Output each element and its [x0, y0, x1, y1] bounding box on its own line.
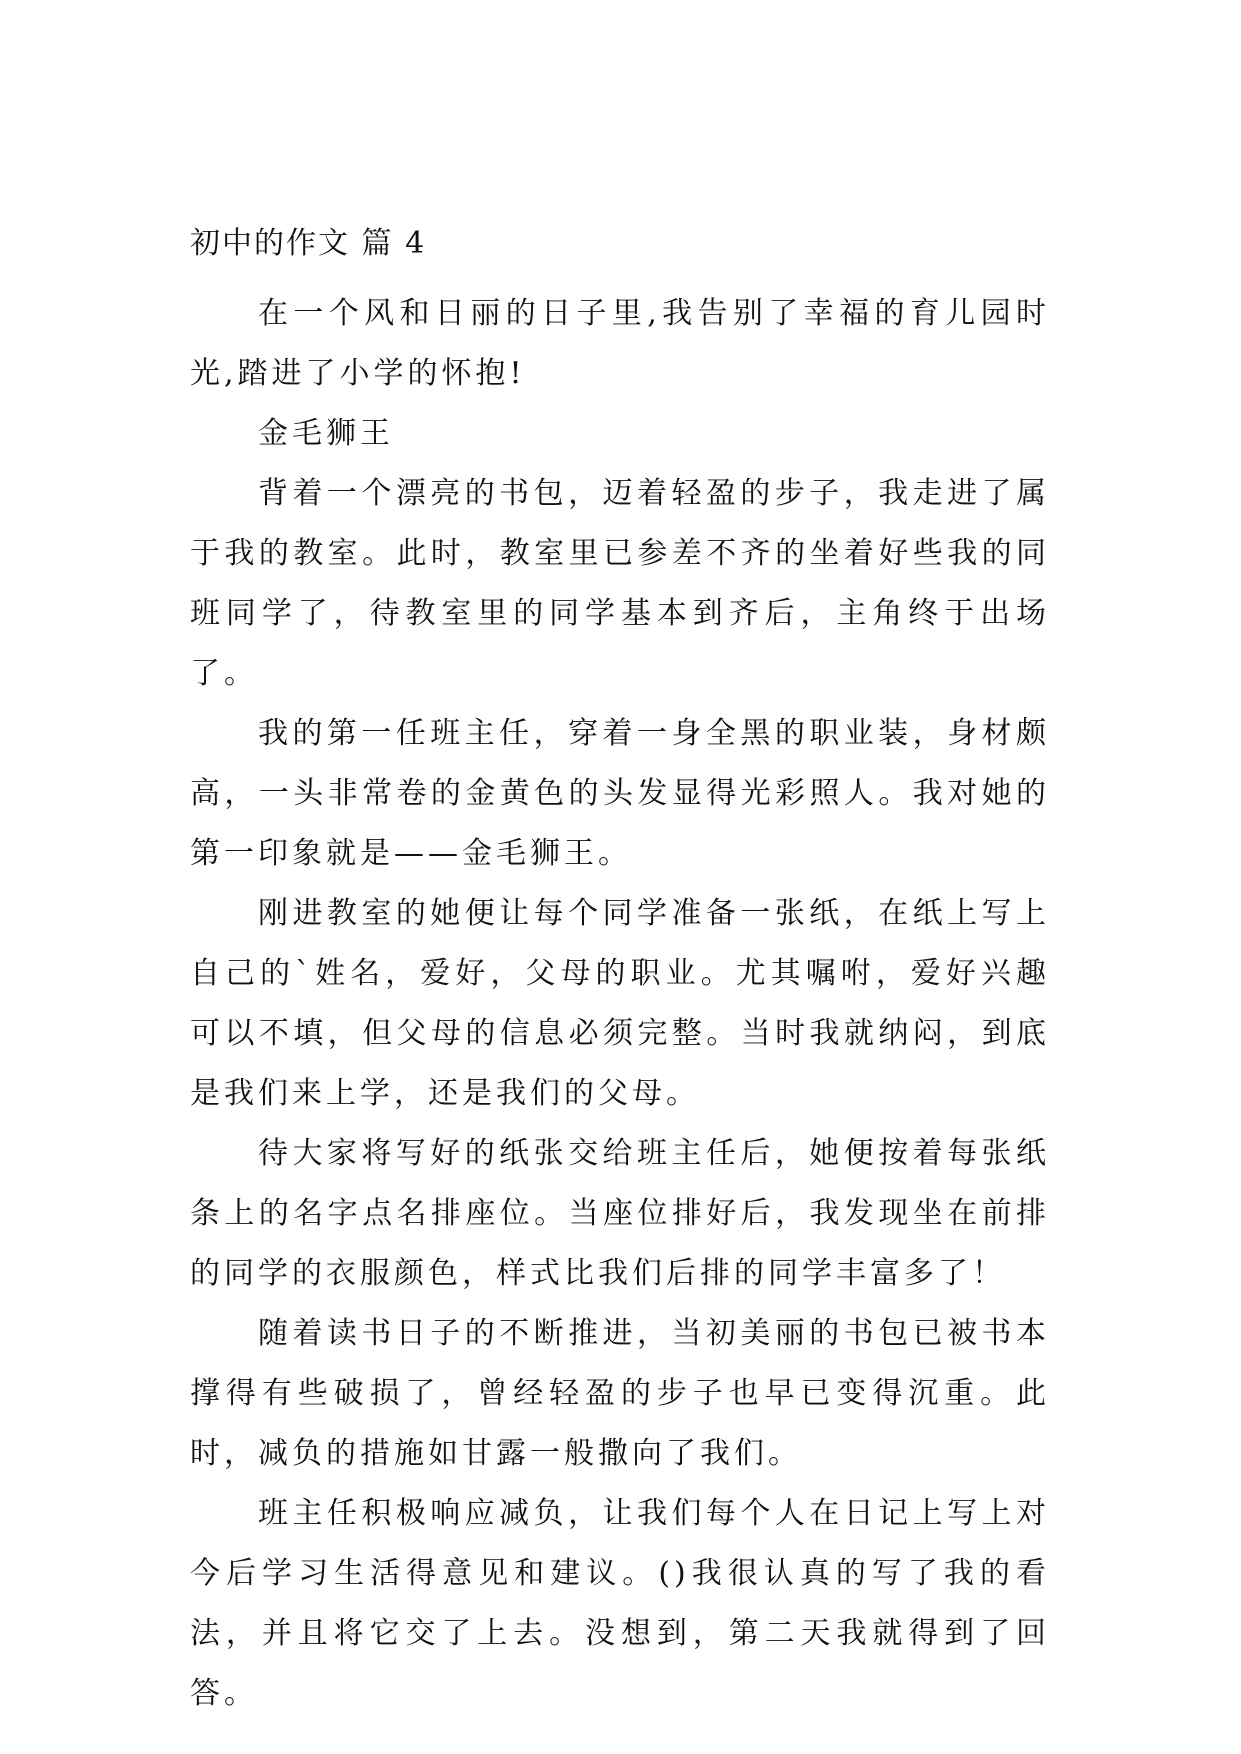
paragraph-2: 背着一个漂亮的书包，迈着轻盈的步子，我走进了属于我的教室。此时，教室里已参差不齐的坐着好些我的同班同学了，待教室里的同学基本到齐后，主角终于出场了。 [190, 476, 1050, 691]
paragraph-6: 随着读书日子的不断推进，当初美丽的书包已被书本撑得有些破损了，曾经轻盈的步子也早已变得沉重。此时，减负的措施如甘露一般撒向了我们。 [190, 1316, 1050, 1471]
paragraph-3: 我的第一任班主任，穿着一身全黑的职业装，身材颇高，一头非常卷的金黄色的头发显得光彩照人。我对她的第一印象就是——金毛狮王。 [190, 716, 1050, 871]
paragraph-1: 在一个风和日丽的日子里,我告别了幸福的育儿园时光,踏进了小学的怀抱! [190, 296, 1050, 391]
document-body [190, 224, 1050, 1724]
section-title: 金毛狮王 [258, 416, 394, 451]
paragraph-7: 班主任积极响应减负，让我们每个人在日记上写上对今后学习生活得意见和建议。()我很认真的写了我的看法，并且将它交了上去。没想到，第二天我就得到了回答。 [190, 1496, 1050, 1711]
document-heading: 初中的作文 篇 4 [190, 226, 427, 261]
paragraph-5: 待大家将写好的纸张交给班主任后，她便按着每张纸条上的名字点名排座位。当座位排好后，我发现坐在前排的同学的衣服颜色，样式比我们后排的同学丰富多了！ [190, 1136, 1050, 1291]
paragraph-4: 刚进教室的她便让每个同学准备一张纸，在纸上写上自己的`姓名，爱好，父母的职业。尤其嘱咐，爱好兴趣可以不填，但父母的信息必须完整。当时我就纳闷，到底是我们来上学，还是我们的父母。 [190, 896, 1050, 1111]
